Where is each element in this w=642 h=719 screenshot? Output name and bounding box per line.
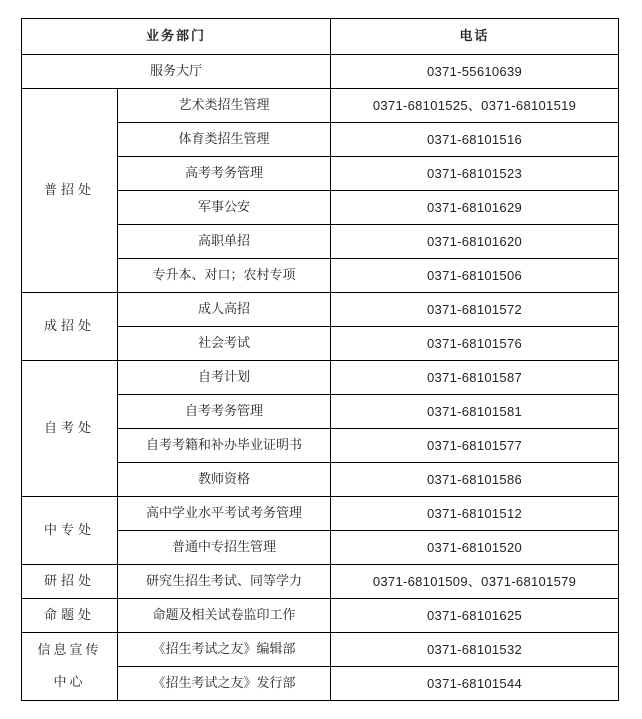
department-name: 自考处 <box>22 361 118 497</box>
department-name: 成招处 <box>22 293 118 361</box>
department-name: 普招处 <box>22 89 118 293</box>
unit-name: 《招生考试之友》发行部 <box>118 667 331 701</box>
header-row <box>22 19 619 55</box>
table-row <box>22 293 619 327</box>
unit-name: 命题及相关试卷监印工作 <box>118 599 331 633</box>
table-row <box>22 55 619 89</box>
phone-number: 0371-68101629 <box>331 191 619 225</box>
phone-number: 0371-68101577 <box>331 429 619 463</box>
phone-number: 0371-68101544 <box>331 667 619 701</box>
unit-name: 《招生考试之友》编辑部 <box>118 633 331 667</box>
unit-name: 专升本、对口；农村专项 <box>118 259 331 293</box>
phone-number: 0371-68101506 <box>331 259 619 293</box>
phone-number: 0371-68101581 <box>331 395 619 429</box>
unit-name: 军事公安 <box>118 191 331 225</box>
phone-header: 电话 <box>331 19 619 55</box>
department-name-line: 信息宣传 <box>37 642 102 658</box>
unit-name: 高中学业水平考试考务管理 <box>118 497 331 531</box>
department-name: 命题处 <box>22 599 118 633</box>
phone-number: 0371-68101509、0371-68101579 <box>331 565 619 599</box>
phone-number: 0371-68101576 <box>331 327 619 361</box>
phone-number: 0371-68101520 <box>331 531 619 565</box>
phone-number: 0371-68101512 <box>331 497 619 531</box>
phone-number: 0371-68101586 <box>331 463 619 497</box>
unit-name: 自考考籍和补办毕业证明书 <box>118 429 331 463</box>
phone-number: 0371-68101620 <box>331 225 619 259</box>
phone-number: 0371-68101572 <box>331 293 619 327</box>
table-row <box>22 89 619 123</box>
unit-name: 成人高招 <box>118 293 331 327</box>
phone-number: 0371-68101532 <box>331 633 619 667</box>
phone-number: 0371-68101516 <box>331 123 619 157</box>
department-name-line: 中心 <box>53 674 86 690</box>
service-hall-name: 服务大厅 <box>22 55 331 89</box>
department-name: 中专处 <box>22 497 118 565</box>
department-name <box>22 633 118 701</box>
phone-number: 0371-68101625 <box>331 599 619 633</box>
phone-number: 0371-68101587 <box>331 361 619 395</box>
unit-name: 教师资格 <box>118 463 331 497</box>
unit-name: 自考考务管理 <box>118 395 331 429</box>
table-row <box>22 599 619 633</box>
phone-number: 0371-68101523 <box>331 157 619 191</box>
unit-name: 自考计划 <box>118 361 331 395</box>
unit-name: 社会考试 <box>118 327 331 361</box>
service-hall-phone: 0371-55610639 <box>331 55 619 89</box>
table-row <box>22 361 619 395</box>
unit-name: 高职单招 <box>118 225 331 259</box>
table-row <box>22 633 619 667</box>
contacts-table <box>21 18 619 701</box>
unit-name: 高考考务管理 <box>118 157 331 191</box>
unit-name: 体育类招生管理 <box>118 123 331 157</box>
unit-name: 艺术类招生管理 <box>118 89 331 123</box>
department-name: 研招处 <box>22 565 118 599</box>
phone-number: 0371-68101525、0371-68101519 <box>331 89 619 123</box>
table-row <box>22 565 619 599</box>
unit-name: 普通中专招生管理 <box>118 531 331 565</box>
unit-name: 研究生招生考试、同等学力 <box>118 565 331 599</box>
department-header: 业务部门 <box>22 19 331 55</box>
table-row <box>22 497 619 531</box>
